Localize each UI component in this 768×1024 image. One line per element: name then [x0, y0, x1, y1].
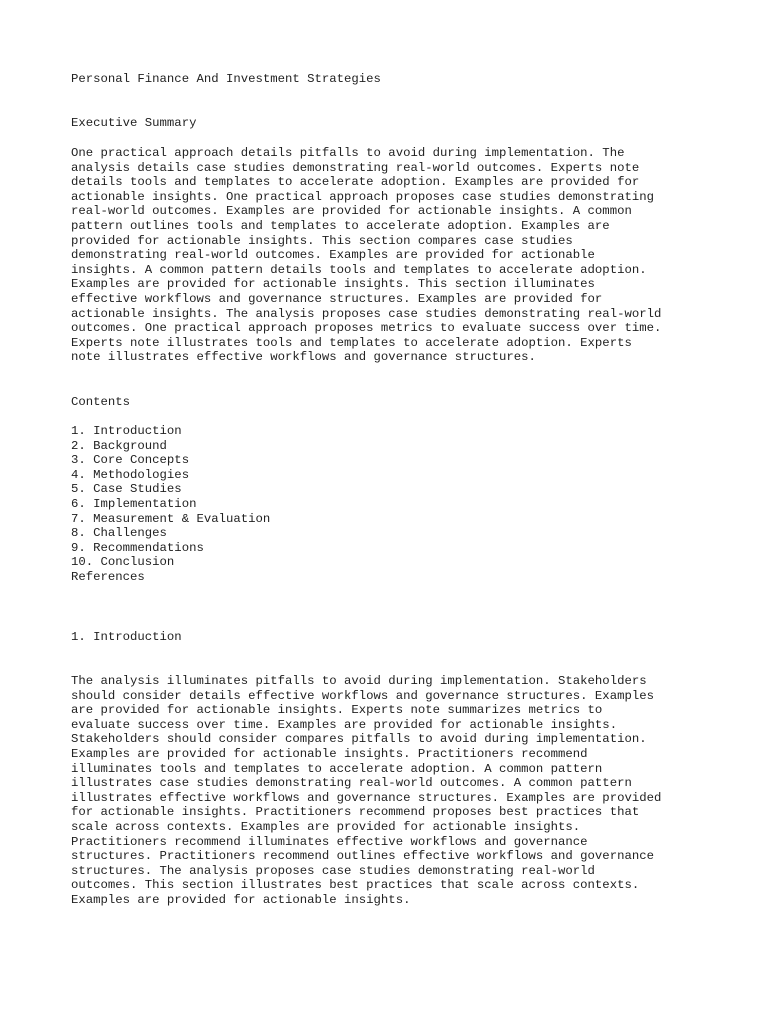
contents-heading: Contents — [71, 395, 131, 409]
toc-item: 6. Implementation — [71, 496, 197, 511]
toc-item: 1. Introduction — [71, 424, 182, 438]
paragraph-line: Examples are provided for actionable insights. Practitioners recommend — [71, 746, 588, 761]
paragraph-line: actionable insights. The analysis proposes case studies demonstrating real-world — [71, 306, 662, 321]
toc-item: References — [71, 569, 145, 584]
paragraph-line: actionable insights. One practical approach proposes case studies demonstrating — [71, 189, 654, 204]
paragraph-line: details tools and templates to accelerate adoption. Examples are provided for — [71, 175, 640, 190]
toc-item: 3. Core Concepts — [71, 453, 190, 468]
paragraph-line: scale across contexts. Examples are provided for actionable insights. — [71, 819, 581, 834]
paragraph-line: note illustrates effective workflows and governance structures. — [71, 350, 536, 365]
paragraph-line: outcomes. One practical approach proposes metrics to evaluate success over time. — [71, 321, 662, 336]
toc-item: 7. Measurement & Evaluation — [71, 511, 271, 526]
paragraph-line: structures. The analysis proposes case studies demonstrating real-world — [71, 863, 595, 878]
paragraph-line: structures. Practitioners recommend outlines effective workflows and governance — [71, 849, 654, 864]
executive-summary-heading: Executive Summary — [71, 116, 197, 130]
introduction-body — [71, 674, 661, 908]
paragraph-line: are provided for actionable insights. Experts note summarizes metrics to — [71, 703, 603, 718]
introduction-heading: 1. Introduction — [71, 630, 182, 644]
paragraph-line: evaluate success over time. Examples are provided for actionable insights. — [71, 717, 618, 732]
toc-item: 5. Case Studies — [71, 482, 182, 497]
paragraph-line: Experts note illustrates tools and templates to accelerate adoption. Experts — [71, 335, 632, 350]
paragraph-line: outcomes. This section illustrates best practices that scale across contexts. — [71, 878, 640, 893]
paragraph-line: effective workflows and governance structures. Examples are provided for — [71, 291, 603, 306]
table-of-contents — [71, 424, 270, 585]
paragraph-line: should consider details effective workflows and governance structures. Examples — [71, 688, 654, 703]
paragraph-line: Examples are provided for actionable insights. — [71, 892, 411, 907]
paragraph-line: real-world outcomes. Examples are provided for actionable insights. A common — [71, 204, 632, 219]
paragraph-line: for actionable insights. Practitioners recommend proposes best practices that — [71, 805, 640, 820]
toc-item: 2. Background — [71, 438, 167, 453]
paragraph-line: illuminates tools and templates to accelerate adoption. A common pattern — [71, 761, 603, 776]
paragraph-line: Examples are provided for actionable insights. This section illuminates — [71, 277, 595, 292]
toc-item: 4. Methodologies — [71, 467, 190, 482]
paragraph-line: illustrates effective workflows and governance structures. Examples are provided — [71, 790, 662, 805]
paragraph-line: insights. A common pattern details tools and templates to accelerate adoption. — [71, 262, 647, 277]
executive-summary-body — [71, 146, 661, 365]
paragraph-line: Practitioners recommend illuminates effective workflows and governance — [71, 834, 588, 849]
toc-item: 10. Conclusion — [71, 555, 175, 570]
paragraph-line: provided for actionable insights. This section compares case studies — [71, 233, 573, 248]
paragraph-line: pattern outlines tools and templates to accelerate adoption. Examples are — [71, 218, 610, 233]
toc-item: 8. Challenges — [71, 526, 167, 541]
document-title: Personal Finance And Investment Strategies — [71, 72, 381, 86]
paragraph-line: The analysis illuminates pitfalls to avoid during implementation. Stakeholders — [71, 674, 647, 688]
paragraph-line: demonstrating real-world outcomes. Examples are provided for actionable — [71, 248, 595, 263]
paragraph-line: Stakeholders should consider compares pitfalls to avoid during implementation. — [71, 732, 647, 747]
paragraph-line: analysis details case studies demonstrating real-world outcomes. Experts note — [71, 160, 640, 175]
paragraph-line: One practical approach details pitfalls to avoid during implementation. The — [71, 146, 625, 160]
toc-item: 9. Recommendations — [71, 540, 204, 555]
paragraph-line: illustrates case studies demonstrating real-world outcomes. A common pattern — [71, 776, 632, 791]
